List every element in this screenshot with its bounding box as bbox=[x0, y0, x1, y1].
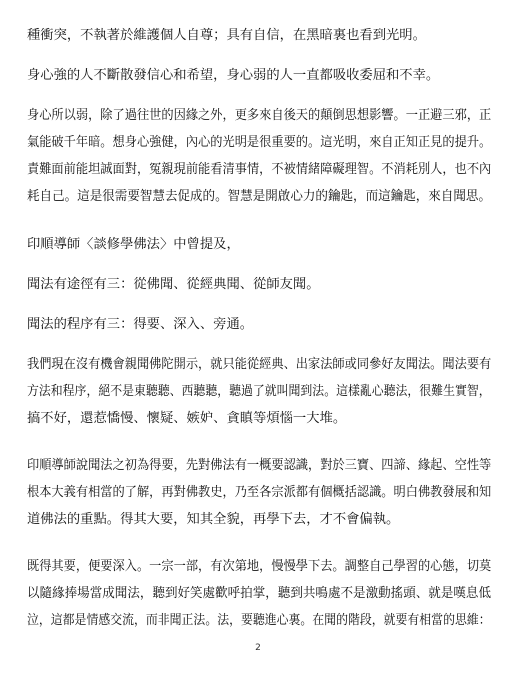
text-line: 道佛法的重點。得其大要，知其全貌，再學下去，才不會偏執。 bbox=[27, 512, 400, 527]
paragraph-5 bbox=[27, 271, 491, 298]
text-line: 泣，這都是情感交流，而非聞正法。法，要聽進心裏。在聞的階段，就要有相當的思維： bbox=[27, 613, 491, 628]
text-line: 根本大義有相當的了解，再對佛教史，乃至各宗派都有個概括認識。明白佛教發展和知 bbox=[27, 485, 492, 500]
paragraph-9 bbox=[27, 553, 491, 634]
paragraph-6 bbox=[27, 311, 491, 338]
text-line: 聞法的程序有三：得要、深入、旁通。 bbox=[27, 317, 254, 332]
text-line: 身心所以弱，除了過往世的因緣之外，更多來自後天的顛倒思想影響。一正避三邪，正 bbox=[27, 108, 492, 123]
paragraph-3 bbox=[27, 102, 491, 210]
text-line: 以隨緣捧場當成聞法，聽到好笑處歡呼拍掌，聽到共鳴處不是激動搖頭、就是嘆息低 bbox=[27, 586, 491, 601]
text-line: 印順導師〈談修學佛法〉中曾提及， bbox=[27, 237, 240, 252]
text-line: 身心強的人不斷散發信心和希望，身心弱的人一直都吸收委屈和不幸。 bbox=[27, 68, 440, 83]
paragraph-2 bbox=[27, 62, 491, 89]
paragraph-7 bbox=[27, 351, 491, 432]
text-line: 既得其要，便要深入。一宗一部，有次第地，慢慢學下去。調整自己學習的心態，切莫 bbox=[27, 559, 492, 574]
text-line: 方法和程序，絕不是東聽聽、西聽聽，聽過了就叫聞到法。這樣亂心聽法，很難生實智， bbox=[27, 384, 491, 399]
paragraph-4 bbox=[27, 231, 491, 258]
text-line: 聞法有途徑有三：從佛聞、從經典聞、從師友聞。 bbox=[27, 277, 320, 292]
paragraph-8 bbox=[27, 452, 491, 533]
text-line: 搞不好，還惹憍慢、懷疑、嫉妒、貪瞋等煩惱一大堆。 bbox=[27, 411, 347, 426]
text-line: 責難面前能坦誠面對，冤親現前能看清事情，不被情緒障礙理智。不消耗別人，也不內 bbox=[27, 162, 492, 177]
text-line: 我們現在沒有機會親聞佛陀開示，就只能從經典、出家法師或同參好友聞法。聞法要有 bbox=[27, 357, 492, 372]
text-line: 耗自己。這是很需要智慧去促成的。智慧是開啟心力的鑰匙，而這鑰匙，來自聞思。 bbox=[27, 189, 491, 204]
paragraph-1 bbox=[27, 22, 491, 49]
text-line: 種衝突，不執著於維護個人自尊；具有自信，在黑暗裏也看到光明。 bbox=[27, 28, 426, 43]
text-line: 印順導師說聞法之初為得要，先對佛法有一概要認識，對於三寶、四諦、緣起、空性等 bbox=[27, 458, 492, 473]
page-number: 2 bbox=[255, 643, 261, 653]
text-line: 氣能破千年暗。想身心強健，內心的光明是很重要的。這光明，來自正知正見的提升。 bbox=[27, 135, 492, 150]
